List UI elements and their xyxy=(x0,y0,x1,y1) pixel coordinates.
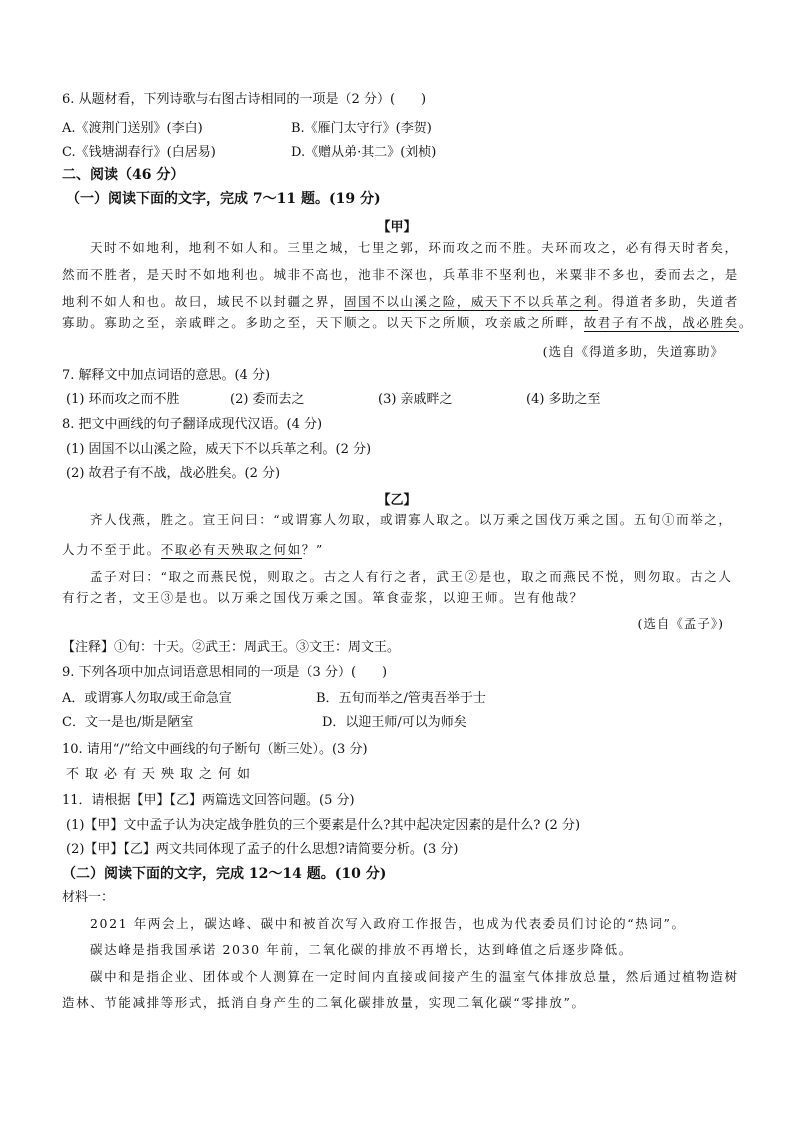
q7-item-2: (2) 委而去之 xyxy=(230,392,305,407)
q6-option-d: D.《赠从弟·其二》(刘桢) xyxy=(291,145,437,160)
yi-source: (选自《孟子》) xyxy=(637,616,724,631)
jia-label: 【甲】 xyxy=(377,220,417,235)
q7-item-3: (3) 亲戚畔之 xyxy=(378,392,453,407)
q9-option-b: B．五旬而举之/管夷吾举于士 xyxy=(316,691,486,706)
jia-line-3-a: 地利不如人和也。故曰，域民不以封疆之界， xyxy=(62,294,345,309)
q8-stem: 8. 把文中画线的句子翻译成现代汉语。(4 分) xyxy=(62,417,323,432)
yi-line-4: 有行之者，文王③是也。以万乘之国伐万乘之国。箪食壶浆，以迎王师。岂有他哉？ xyxy=(62,590,584,605)
jia-line-4-a: 寡助。寡助之至，亲戚畔之。多助之至，天下顺之。以天下之所顺，攻亲戚之所畔， xyxy=(62,315,584,330)
q6-option-b: B.《雁门太守行》(李贺) xyxy=(291,121,432,136)
material-1-para-2: 碳达峰是指我国承诺 2030 年前，二氧化碳的排放不再增长，达到峰值之后逐步降低。 xyxy=(90,942,633,957)
yi-line-1: 齐人伐燕，胜之。宣王问曰：“或谓寡人勿取，或谓寡人取之。以万乘之国伐万乘之国。五旬①而举之， xyxy=(90,512,733,527)
section-2-title: 二、阅读（46 分） xyxy=(62,167,185,183)
material-1-label: 材料一： xyxy=(62,890,115,905)
yi-line-2 xyxy=(62,541,324,559)
q9-option-d: D．以迎王师/可以为师矣 xyxy=(322,715,467,730)
jia-source: (选自《得道多助，失道寡助》 xyxy=(542,344,724,359)
q11-sub-2: (2)【甲】【乙】两文共同体现了孟子的什么思想?请简要分析。(3 分) xyxy=(66,842,459,857)
q6-option-c: C.《钱塘湖春行》(白居易) xyxy=(62,145,216,160)
q9-option-a: A．或谓寡人勿取/或王命急宣 xyxy=(62,691,232,706)
annotation: 【注释】①旬：十天。②武王：周武王。③文王：周文王。 xyxy=(62,640,401,655)
yi-label: 【乙】 xyxy=(377,493,417,508)
q6-option-a: A.《渡荆门送别》(李白) xyxy=(62,121,203,136)
jia-line-2: 然而不胜者，是天时不如地利也。城非不高也，池非不深也，兵革非不坚利也，米粟非不多也，委而去之，是 xyxy=(62,267,739,282)
q10-sentence: 不取必有天殃取之何如 xyxy=(66,767,257,782)
yi-line-2-b: ？” xyxy=(301,542,324,557)
jia-line-4-b: 。 xyxy=(738,315,753,330)
jia-line-3 xyxy=(62,293,739,311)
material-1-para-3b: 造林、节能减排等形式，抵消自身产生的二氧化碳排放量，实现二氧化碳“零排放”。 xyxy=(62,995,586,1010)
q9-stem: 9. 下列各项中加点词语意思相同的一项是（3 分）( ) xyxy=(62,665,388,680)
q11-sub-1: (1)【甲】文中孟子认为决定战争胜负的三个要素是什么?其中起决定因素的是什么? (2 分) xyxy=(66,818,581,833)
jia-line-3-b: 。得道者多助，失道者 xyxy=(597,294,739,309)
q8-sentence-1: (1) 固国不以山溪之险，威天下不以兵革之利。(2 分) xyxy=(66,442,372,457)
part-2-title: （二）阅读下面的文字，完成 12～14 题。(10 分) xyxy=(62,866,387,882)
q9-option-c: C．文一是也/斯是陋室 xyxy=(62,715,194,730)
q7-stem: 7. 解释文中加点词语的意思。(4 分) xyxy=(62,368,271,383)
jia-underlined-1: 固国不以山溪之险，威天下不以兵革之利 xyxy=(344,294,598,309)
q7-item-4: (4) 多助之至 xyxy=(526,392,601,407)
part-1-title: （一）阅读下面的文字，完成 7～11 题。(19 分) xyxy=(66,191,381,207)
q8-sentence-2: (2) 故君子有不战，战必胜矣。(2 分) xyxy=(66,466,281,481)
jia-line-1: 天时不如地利，地利不如人和。三里之城，七里之郭，环而攻之而不胜。夫环而攻之，必有得天时者矣， xyxy=(90,240,739,255)
material-1-para-1: 2021 年两会上，碳达峰、碳中和被首次写入政府工作报告，也成为代表委员们讨论的“热词”。 xyxy=(90,916,686,931)
jia-line-4 xyxy=(62,314,753,332)
q11-stem: 11．请根据【甲】【乙】两篇选文回答问题。(5 分) xyxy=(62,793,355,808)
yi-line-2-a: 人力不至于此。 xyxy=(62,542,161,557)
yi-line-3: 孟子对曰：“取之而燕民悦，则取之。古之人有行之者，武王②是也，取之而燕民不悦，则勿取。古之人 xyxy=(90,569,733,584)
q6-stem: 6. 从题材看，下列诗歌与右图古诗相同的一项是（2 分）( ) xyxy=(62,92,427,107)
material-1-para-3a: 碳中和是指企业、团体或个人测算在一定时间内直接或间接产生的温室气体排放总量，然后通过植物造树 xyxy=(90,969,739,984)
jia-underlined-2: 故君子有不战，战必胜矣 xyxy=(583,315,739,330)
q7-item-1: (1) 环而攻之而不胜 xyxy=(66,392,180,407)
yi-underlined: 不取必有天殃取之何如 xyxy=(160,542,302,557)
q10-stem: 10. 请用“/”给文中画线的句子断句（断三处）。(3 分) xyxy=(62,742,368,757)
